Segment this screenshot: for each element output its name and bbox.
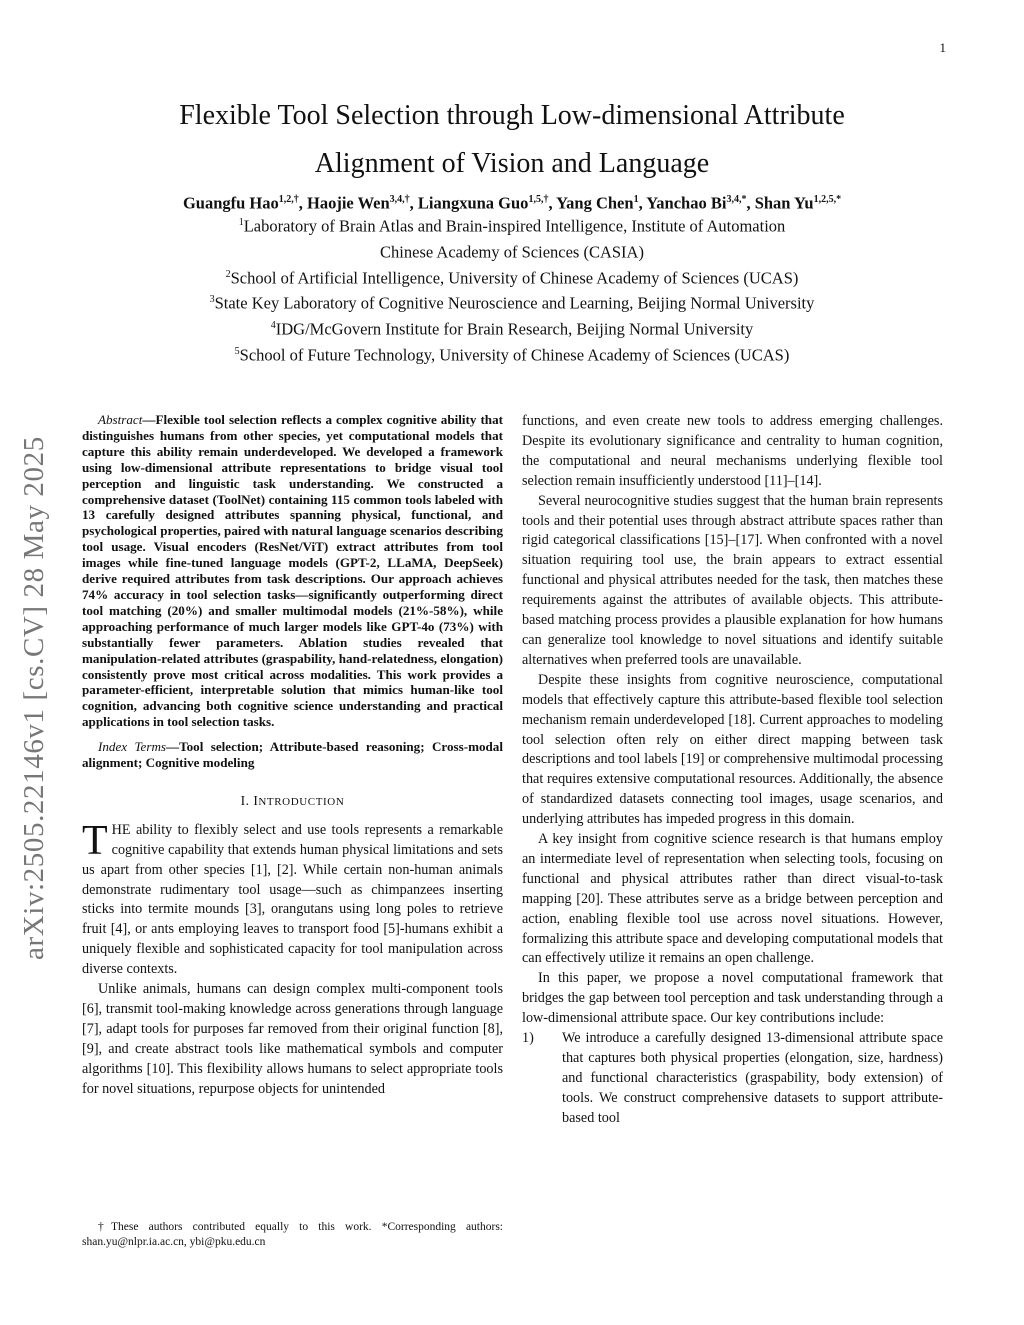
intro-paragraph-2: Unlike animals, humans can design complex multi-component tools [6], transmit tool-making knowledge across generations through language [7], adapt tools for purposes far removed from their original function [8], [9], and create abstract tools like mathematical symbols and computer algorithms [10]. This flexibility allows humans to select appropriate tools for novel situations, repurpose objects for unintended: [82, 981, 503, 1097]
affiliation-line: Chinese Academy of Sciences (CASIA): [380, 242, 644, 262]
drop-cap: T: [82, 817, 108, 864]
index-terms-label: Index Terms: [98, 739, 166, 755]
author-name: Yanchao Bi: [646, 193, 727, 213]
author-affiliation-marker: 1,2,†: [278, 194, 299, 205]
affiliation-line: $^2$School of Artificial Intelligence, University of Chinese Academy of Sciences (UCAS): [225, 268, 799, 288]
author-name: Yang Chen: [556, 193, 634, 213]
affiliation-list: [100, 212, 924, 367]
contribution-list-item: [522, 1029, 943, 1129]
body-paragraph: In this paper, we propose a novel computational framework that bridges the gap between tool perception and task understanding through a low-dimensional attribute space. Our key contributions include:: [522, 970, 943, 1027]
section-heading-introduction: I. INTRODUCTION: [240, 792, 345, 808]
body-paragraph: A key insight from cognitive science research is that humans employ an intermediate level of representation when selecting tools, focusing on functional and physical attributes rather than direct visual-to-task mapping [20]. These attributes serve as a bridge between perception and action, enabling flexible tool use across novel situations. However, formalizing this attribute space and developing computational models that can effectively utilize it remains an open challenge.: [522, 831, 943, 967]
page-number: 1: [939, 40, 946, 55]
intro-paragraph-1: THE ability to flexibly select and use tools represents a remarkable cognitive capability that extends human physical limitations and sets us apart from other species [1], [2]. While certain non-human animals demonstrate rudimentary tool usage—such as chimpanzees inserting sticks into termite mounds [3], orangutans using long poles to retrieve fruit [4], or ants employing leaves to transport food [5]-humans exhibit a uniquely flexible and sophisticated capacity for tool manipulation across diverse contexts.: [82, 817, 503, 978]
paper-title: [100, 92, 924, 188]
footnote: †These authors contributed equally to this work. *Corresponding authors: shan.yu@nlpr.ia.ac.cn, ybi@pku.edu.cn: [82, 1221, 503, 1248]
author-name: Shan Yu: [754, 193, 814, 213]
author-affiliation-marker: 3,4,*: [726, 194, 747, 205]
title-line-1: Flexible Tool Selection through Low-dimensional Attribute: [179, 100, 845, 131]
left-column: [82, 412, 503, 1100]
body-paragraph: Several neurocognitive studies suggest that the human brain represents tools and their potential uses through abstract attribute spaces rather than rigid categorical classifications [15]–[17]. When confronted with a novel situation requiring tool use, the brain appears to extract essential functional and physical attributes needed for the task, then matches these requirements against the attributes of available objects. This attribute-based matching process provides a plausible explanation for how humans can generalize tool knowledge to novel situations and identify suitable alternatives when preferred tools are unavailable.: [522, 492, 943, 668]
contribution-text: We introduce a carefully designed 13-dimensional attribute space that captures both physical properties (elongation, size, hardness) and functional characteristics (graspability, body extension) of tools. We construct comprehensive datasets to support attribute-based tool: [562, 1030, 943, 1126]
author-list: Guangfu Hao$^{1,2,\dagger}$, Haojie Wen$^{3,4,\dagger}$, Liangxuna Guo$^{1,5,\dagger}$, Yang Chen$^1$, Yanchao $Bi^{3,4,*}$, Shan $Yu^{1,2,5,*}$: [182, 193, 842, 213]
author-name: Liangxuna Guo: [417, 193, 529, 213]
right-column: [522, 412, 943, 1129]
affiliation-line: $^3$State Key Laboratory of Cognitive Neuroscience and Learning, Beijing Normal University: [209, 293, 815, 313]
arxiv-identifier-stamp: arXiv:2505.22146v1 [cs.CV] 28 May 2025: [18, 436, 50, 960]
author-affiliation-marker: 1,5,†: [528, 194, 549, 205]
author-name: Haojie Wen: [307, 193, 390, 213]
author-affiliation-marker: 3,4,†: [389, 194, 410, 205]
index-terms-text: —Tool selection; Attribute-based reasoning; Cross-modal alignment; Cognitive modeling: [82, 739, 503, 771]
abstract-text: —Flexible tool selection reflects a complex cognitive ability that distinguishes humans from other species, yet computational models that capture this ability remain underdeveloped. We developed a framework using low-dimensional attribute representations to bridge visual tool perception and linguistic task understanding. We constructed a comprehensive dataset (ToolNet) containing 115 common tools labeled with 13 carefully designed attributes spanning physical, functional, and psychological properties, paired with natural language scenarios describing tool usage. Visual encoders (ResNet/ViT) extract attributes from tool images while fine-tuned language models (GPT-2, LLaMA, DeepSeek) derive required attributes from task descriptions. Our approach achieves 74% accuracy in tool selection tasks—significantly outperforming direct tool matching (20%) and smaller multimodal models (21%-58%), while approaching performance of much larger models like GPT-4o (73%) with substantially fewer parameters. Ablation studies revealed that manipulation-related attributes (graspability, hand-relatedness, elongation) consistently prove most critical across modalities. This work provides a parameter-efficient, interpretable solution that mimics human-like tool cognition, advancing both cognitive science understanding and practical applications in tool selection tasks.: [82, 412, 503, 730]
abstract-label: Abstract: [98, 412, 143, 427]
body-paragraph: functions, and even create new tools to address emerging challenges. Despite its evolutionary significance and centrality to human cognition, the computational and neural mechanisms underlying flexible tool selection remain insufficiently understood [11]–[14].: [522, 413, 943, 489]
affiliation-line: $^1$Laboratory of Brain Atlas and Brain-inspired Intelligence, Institute of Automation: [238, 216, 786, 236]
contribution-number: 1): [522, 1030, 534, 1047]
affiliation-line: $^4$IDG/McGovern Institute for Brain Research, Beijing Normal University: [270, 319, 754, 339]
abstract: [82, 412, 503, 730]
index-terms: [82, 739, 503, 771]
title-line-2: Alignment of Vision and Language: [314, 148, 710, 179]
author-affiliation-marker: 1: [633, 194, 639, 205]
affiliation-line: $^5$School of Future Technology, University of Chinese Academy of Sciences (UCAS): [234, 345, 790, 365]
body-paragraph: Despite these insights from cognitive neuroscience, computational models that effectively capture this attribute-based flexible tool selection mechanism remain underdeveloped [18]. Current approaches to modeling tool selection often rely on either direct mapping between task descriptions and tool labels [19] or comprehensive multimodal processing that requires extensive computational resources. Additionally, the absence of standardized datasets connecting tool images, usage scenarios, and underlying attributes has impeded progress in this domain.: [522, 671, 943, 828]
author-name: Guangfu Hao: [182, 193, 279, 213]
author-affiliation-marker: 1,2,5,*: [813, 194, 842, 205]
